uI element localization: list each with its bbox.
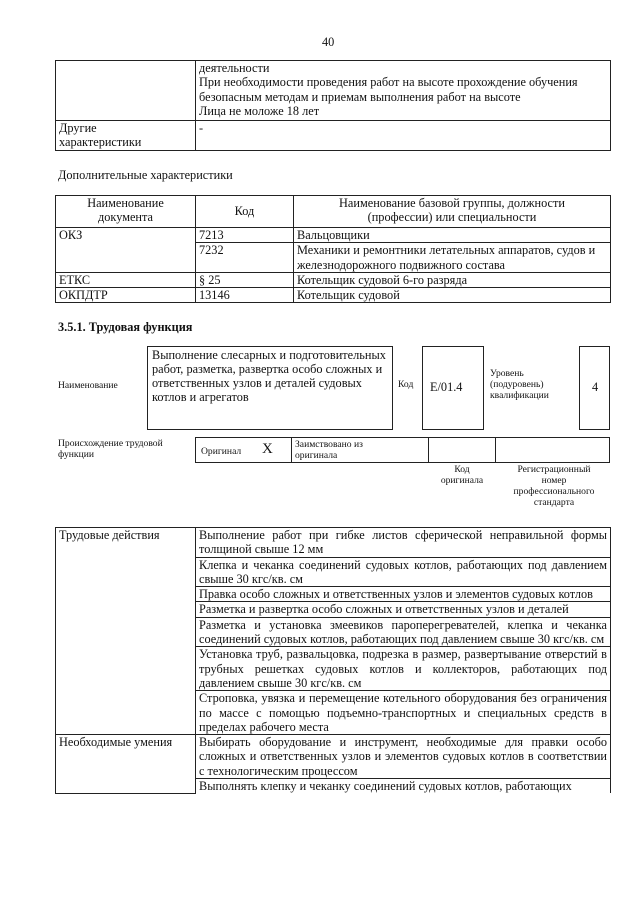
additional-characteristics-heading: Дополнительные характеристики <box>58 168 233 182</box>
code-label: Код <box>398 379 414 390</box>
labor-action-item: Установка труб, развальцовка, подрезка в размер, развертывание отверстий в трубных решетках судовых котлов и коллекторов, работающих под давлением свыше 30 кгс/кв. см <box>196 647 611 691</box>
additional-characteristics-table <box>55 195 611 303</box>
requirements-line: безопасным методам и приемам выполнения работ на высоте <box>199 89 521 104</box>
function-name-box <box>147 346 393 430</box>
page-number: 40 <box>322 35 335 49</box>
labor-action-item: Выполнение работ при гибке листов сферической неправильной формы толщиной свыше 12 мм <box>196 528 611 558</box>
requirements-line: деятельности <box>199 61 270 75</box>
origin-original-mark: X <box>262 441 273 457</box>
header-code: Код <box>196 196 294 228</box>
origin-code-caption: Код оригинала <box>440 464 484 486</box>
function-name-value: Выполнение слесарных и подготовительных работ, разметка, развертка особо сложных и ответственных узлов и деталей судовых котлов и агрегатов <box>152 348 386 404</box>
code-cell: 13146 <box>196 288 294 303</box>
labor-action-item: Разметка и развертка особо сложных и ответственных узлов и деталей <box>196 602 611 617</box>
labor-actions-label: Трудовые действия <box>56 528 196 735</box>
origin-borrowed-label: Заимствовано из оригинала <box>295 439 363 461</box>
labor-action-item: Разметка и установка змеевиков пароперегревателей, клепка и чеканка соединений судовых котлов, работающих под давлением свыше 30 кгс/кв. см <box>196 617 611 647</box>
labor-actions-table <box>55 527 611 794</box>
required-skills-label: Необходимые умения <box>56 735 196 794</box>
row-label-empty <box>56 61 196 121</box>
header-document: Наименование документа <box>56 196 196 228</box>
header-group-name: Наименование базовой группы, должности (профессии) или специальности <box>294 196 611 228</box>
origin-row <box>195 437 610 463</box>
level-label: Уровень (подуровень) квалификации <box>490 368 549 401</box>
skill-item: Выполнять клепку и чеканку соединений судовых котлов, работающих <box>196 779 611 794</box>
labor-action-item: Строповка, увязка и перемещение котельного оборудования без ограничения по массе с помощью подъемно-транспортных и специальных средств в пределах рабочего места <box>196 691 611 735</box>
code-cell: 7213 <box>196 228 294 243</box>
origin-original-label: Оригинал <box>201 446 242 457</box>
doc-cell: ОКЗ <box>56 228 196 273</box>
level-value: 4 <box>592 380 599 394</box>
name-cell: Механики и ремонтники летательных аппаратов, судов и железнодорожного подвижного состава <box>294 243 611 273</box>
labor-action-item: Клепка и чеканка соединений судовых котлов, работающих под давлением свыше 30 кгс/кв. см <box>196 557 611 587</box>
requirements-line: Лица не моложе 18 лет <box>199 103 320 118</box>
registration-number-caption: Регистрационный номер профессионального стандарта <box>513 464 595 508</box>
code-cell: 7232 <box>196 243 294 273</box>
function-code-value: E/01.4 <box>430 380 463 394</box>
origin-label: Происхождение трудовой функции <box>58 438 163 460</box>
other-characteristics-value: - <box>196 121 611 151</box>
code-cell: § 25 <box>196 272 294 287</box>
labor-action-item: Правка особо сложных и ответственных узлов и элементов судовых котлов <box>196 587 611 602</box>
function-name-label: Наименование <box>58 380 118 391</box>
other-characteristics-label: Другие характеристики <box>56 121 196 151</box>
function-code-box <box>422 346 484 430</box>
doc-cell: ЕТКС <box>56 272 196 287</box>
requirements-cell <box>196 61 611 121</box>
qualification-table-continuation <box>55 60 611 151</box>
doc-cell: ОКПДТР <box>56 288 196 303</box>
name-cell: Вальцовщики <box>294 228 611 243</box>
function-heading: 3.5.1. Трудовая функция <box>58 320 193 334</box>
skill-item: Выбирать оборудование и инструмент, необходимые для правки особо сложных и ответственных узлов и элементов судовых котлов в соответствии с технологическим процессом <box>196 735 611 779</box>
level-box <box>579 346 610 430</box>
requirements-line: При необходимости проведения работ на высоте прохождение обучения <box>199 75 578 90</box>
name-cell: Котельщик судовой <box>294 288 611 303</box>
name-cell: Котельщик судовой 6-го разряда <box>294 272 611 287</box>
